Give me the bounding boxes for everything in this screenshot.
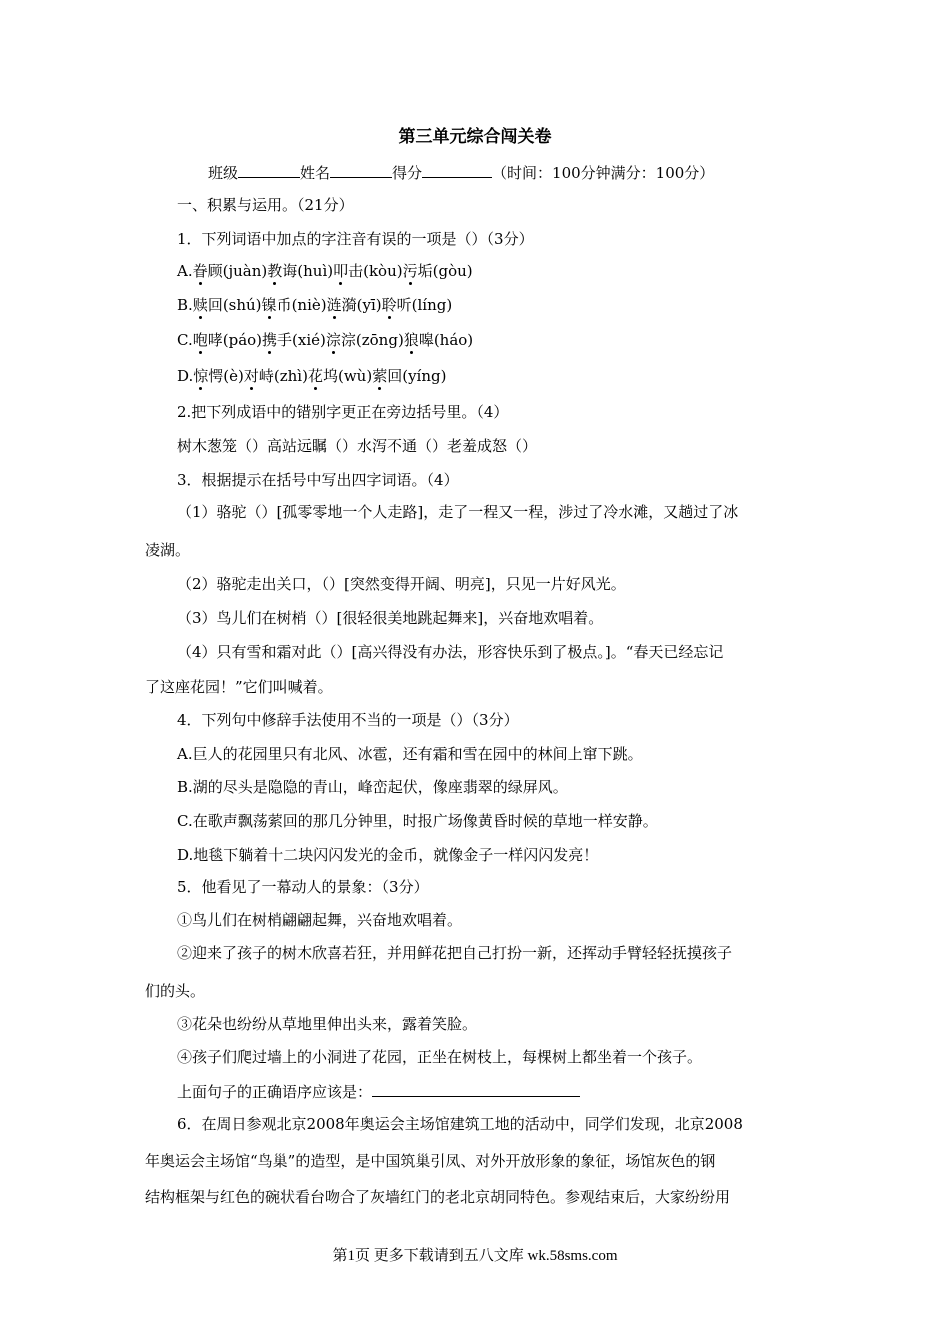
question-4-option-b: B.湖的尽头是隐隐的青山，峰峦起伏，像座翡翠的绿屏风。 <box>177 778 568 796</box>
question-2-stem: 2.把下列成语中的错别字更正在旁边括号里。（4） <box>177 403 509 421</box>
time-info: （时间：100分钟满分：100分） <box>492 164 715 182</box>
question-3-item-3: （3）鸟儿们在树梢（）[很轻很美地跳起舞来]，兴奋地欢唱着。 <box>177 609 604 627</box>
answer-label: 上面句子的正确语序应该是： <box>177 1083 373 1101</box>
name-blank[interactable] <box>330 161 392 178</box>
page-footer: 第1页 更多下载请到五八文库 wk.58sms.com <box>332 1248 618 1264</box>
question-3-item-1: （1）骆驼（）[孤零零地一个人走路]，走了一程又一程，涉过了冷水滩，又趟过了冰 <box>177 503 739 521</box>
question-3-stem: 3．根据提示在括号中写出四字词语。（4） <box>177 471 459 489</box>
question-1-option-b: B.赎回(shú)镍币(niè)涟漪(yī)聆听(líng) <box>177 296 453 314</box>
score-label: 得分 <box>392 164 423 182</box>
question-6-line-1: 6．在周日参观北京2008年奥运会主场馆建筑工地的活动中，同学们发现，北京2008 <box>177 1115 743 1133</box>
question-1-option-a: A.眷顾(juàn)教诲(huì)叩击(kòu)污垢(gòu) <box>177 262 473 280</box>
question-5-sentence-2: ②迎来了孩子的树木欣喜若狂，并用鲜花把自己打扮一新，还挥动手臂轻轻抚摸孩子 <box>177 944 733 962</box>
question-3-item-4-cont: 了这座花园！”它们叫喊着。 <box>145 678 333 696</box>
question-5-answer-line <box>177 1080 580 1102</box>
question-4-option-a: A.巨人的花园里只有北风、冰雹，还有霜和雪在园中的林间上窜下跳。 <box>177 745 643 763</box>
question-5-sentence-1: ①鸟儿们在树梢翩翩起舞，兴奋地欢唱着。 <box>177 911 463 929</box>
question-5-stem: 5．他看见了一幕动人的景象：（3分） <box>177 878 429 896</box>
student-info-line <box>208 161 714 183</box>
question-4-option-d: D.地毯下躺着十二块闪闪发光的金币，就像金子一样闪闪发亮！ <box>177 846 599 864</box>
question-1-option-d: D.惊愕(è)对峙(zhì)花坞(wù)萦回(yíng) <box>177 367 447 385</box>
question-6-line-2: 年奥运会主场馆“鸟巢”的造型，是中国筑巢引凤、对外开放形象的象征，场馆灰色的钢 <box>145 1152 716 1170</box>
question-1-option-c: C.咆哮(páo)携手(xié)淙淙(zōng)狼嗥(háo) <box>177 331 474 349</box>
question-3-item-2: （2）骆驼走出关口，（）[突然变得开阔、明亮]，只见一片好风光。 <box>177 575 626 593</box>
class-blank[interactable] <box>238 161 300 178</box>
answer-blank[interactable] <box>372 1080 580 1097</box>
question-3-item-4: （4）只有雪和霜对此（）[高兴得没有办法，形容快乐到了极点。]。“春天已经忘记 <box>177 643 724 661</box>
score-blank[interactable] <box>422 161 492 178</box>
page-title: 第三单元综合闯关卷 <box>398 127 552 147</box>
question-5-sentence-4: ④孩子们爬过墙上的小洞进了花园，正坐在树枝上，每棵树上都坐着一个孩子。 <box>177 1048 703 1066</box>
question-2-items: 树木葱笼（）高站远瞩（）水泻不通（）老羞成怒（） <box>177 437 538 455</box>
section-heading: 一、积累与运用。（21分） <box>177 196 354 214</box>
class-label: 班级 <box>208 164 239 182</box>
question-1-stem: 1．下列词语中加点的字注音有误的一项是（）（3分） <box>177 230 534 248</box>
name-label: 姓名 <box>300 164 331 182</box>
question-5-sentence-3: ③花朵也纷纷从草地里伸出头来，露着笑脸。 <box>177 1015 478 1033</box>
question-4-option-c: C.在歌声飘荡萦回的那几分钟里，时报广场像黄昏时候的草地一样安静。 <box>177 812 658 830</box>
question-6-line-3: 结构框架与红色的碗状看台吻合了灰墙红门的老北京胡同特色。参观结束后，大家纷纷用 <box>145 1188 731 1206</box>
question-5-sentence-2-cont: 们的头。 <box>145 982 206 1000</box>
question-3-item-1-cont: 凌湖。 <box>145 541 191 559</box>
question-4-stem: 4．下列句中修辞手法使用不当的一项是（）（3分） <box>177 711 519 729</box>
